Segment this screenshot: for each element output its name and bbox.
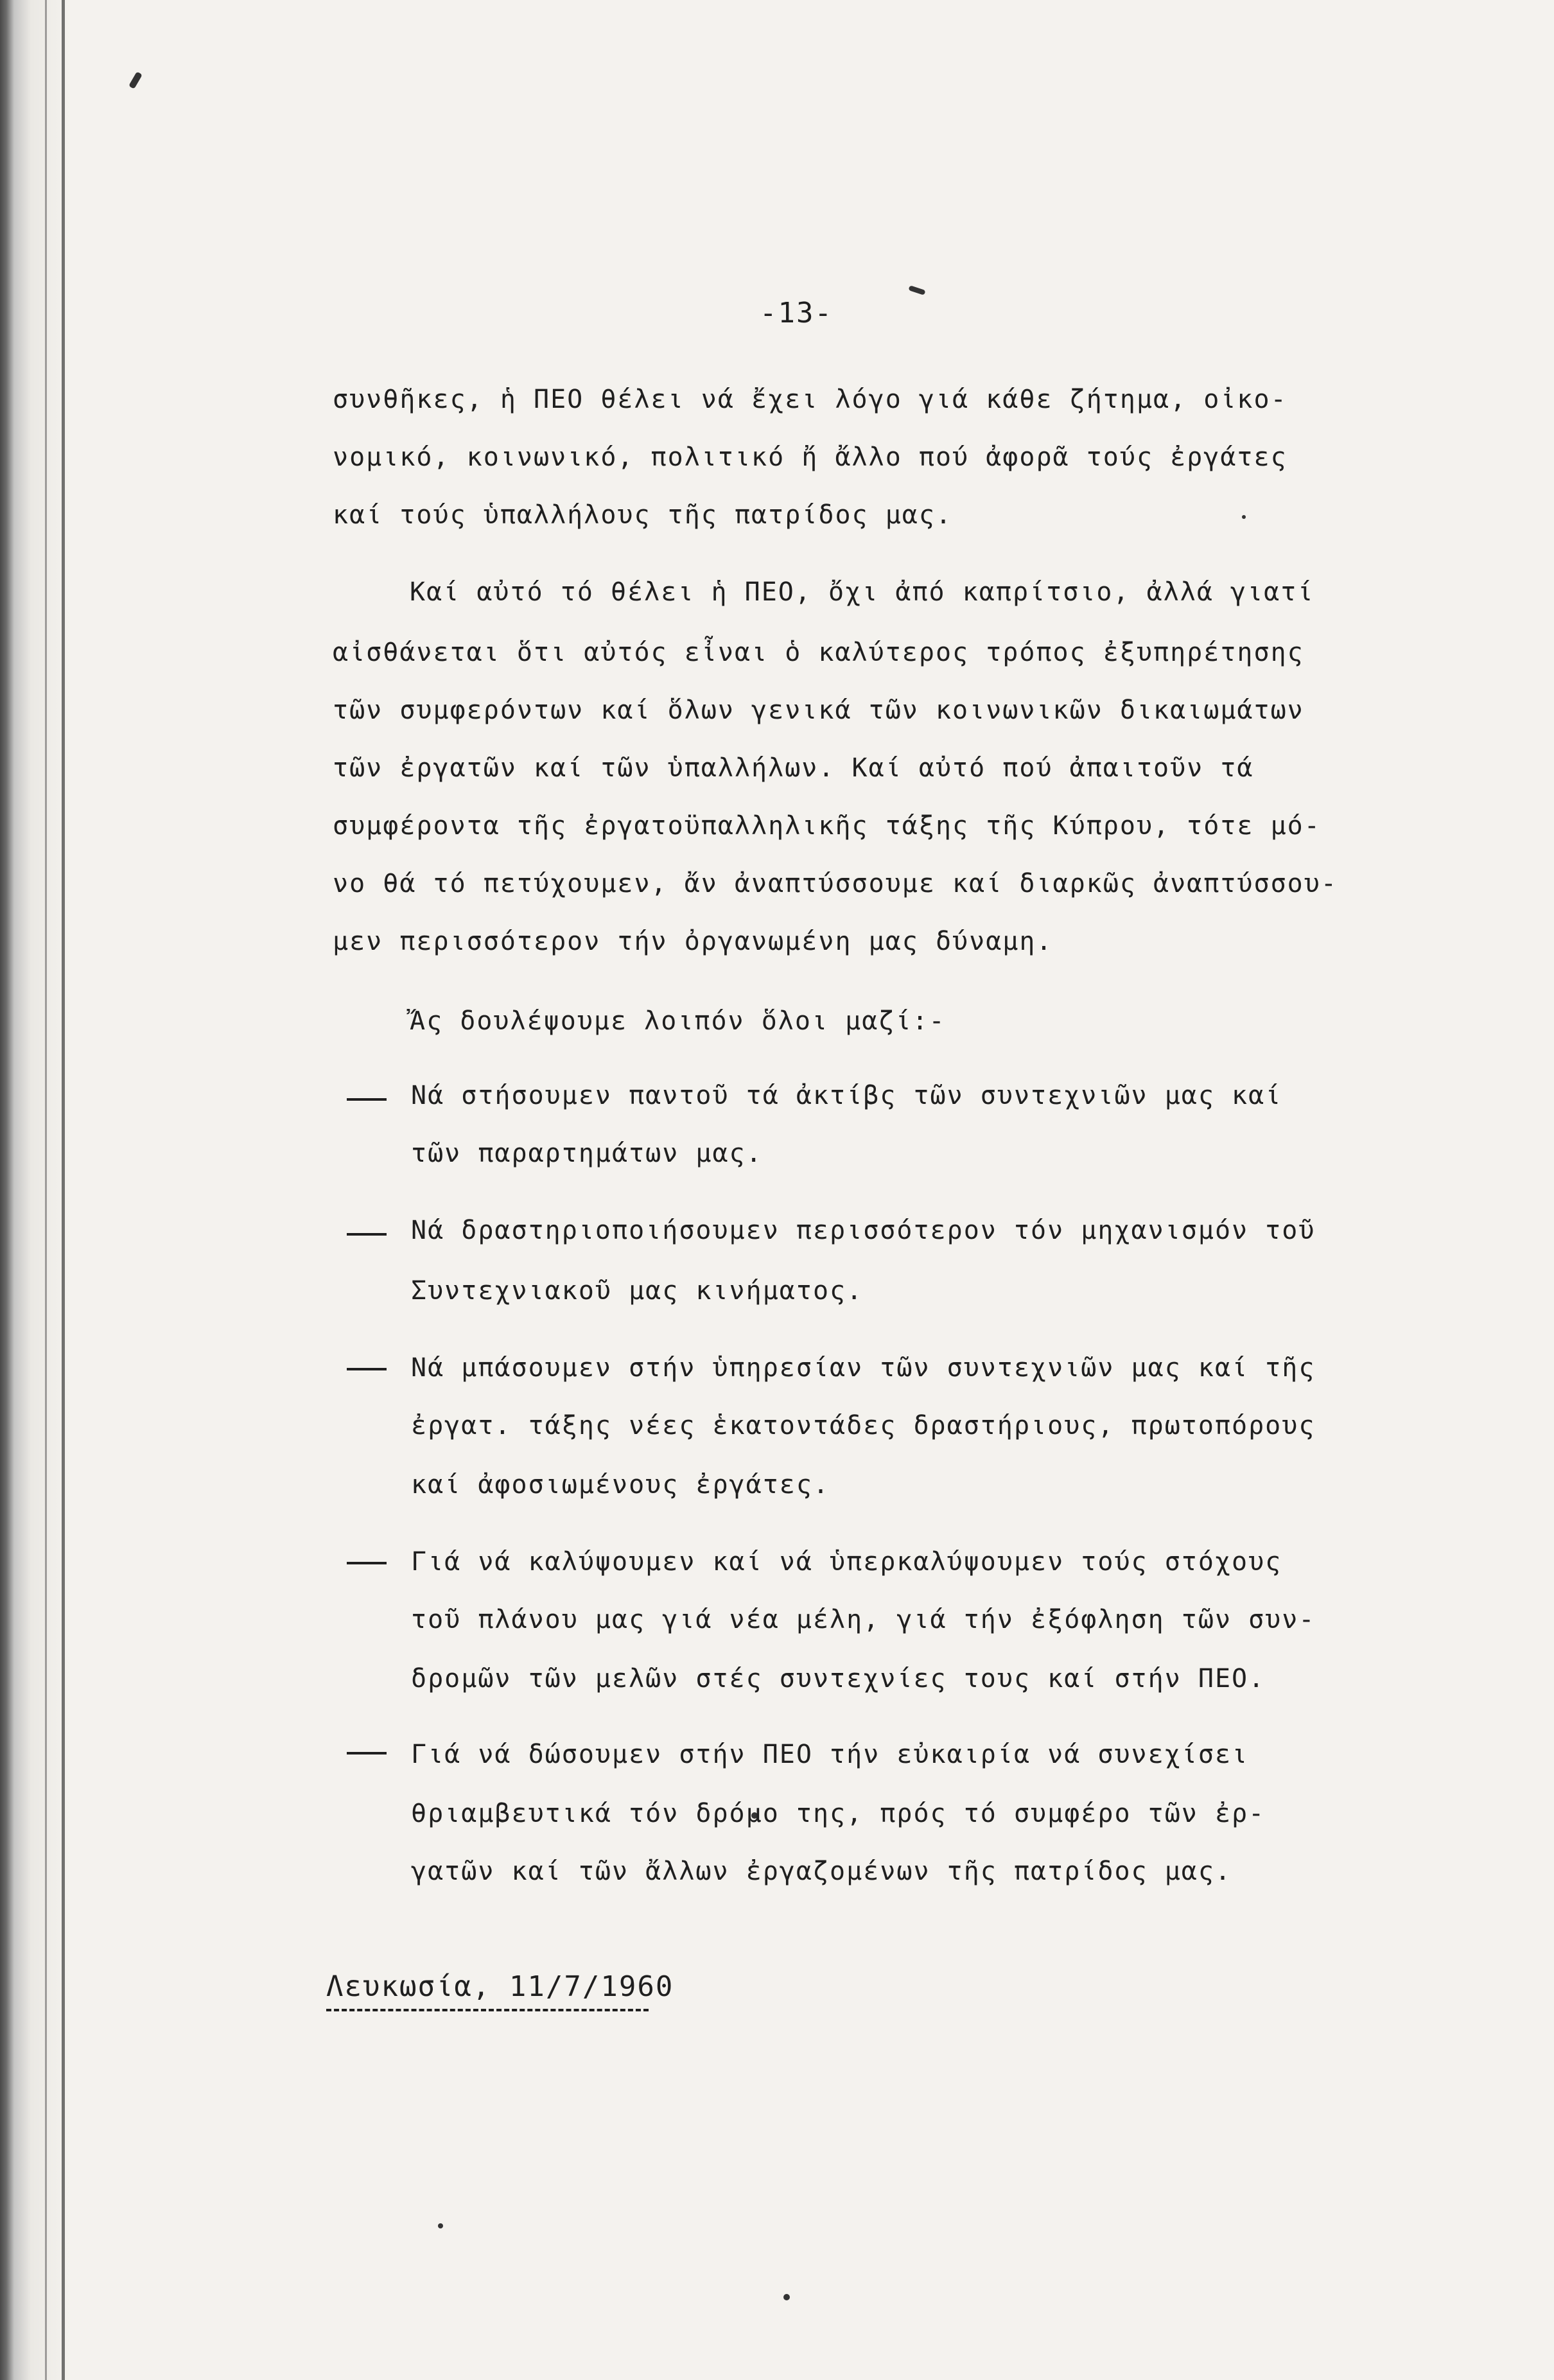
place-date-signoff: Λευκωσία, 11/7/1960 (326, 1970, 674, 2003)
dash-bullet-icon (347, 1098, 387, 1101)
bullet-line: Συντεχνιακοῦ μας κινήματος. (411, 1276, 864, 1306)
bullet-line: Νά δραστηριοποιήσουμεν περισσότερον τόν μηχανισμόν τοῦ (411, 1216, 1316, 1245)
scan-binding-edge (0, 0, 71, 2380)
bullet-line: δρομῶν τῶν μελῶν στές συντεχνίες τους καί στήν ΠΕΟ. (411, 1664, 1266, 1693)
bullet-line: Γιά νά δώσουμεν στήν ΠΕΟ τήν εὐκαιρία νά συνεχίσει (411, 1740, 1249, 1769)
bullet-line: ἐργατ. τάξης νέες ἑκατοντάδες δραστήριους, πρωτοπόρους (411, 1411, 1316, 1440)
call-to-action: Ἄς δουλέψουμε λοιπόν ὅλοι μαζί:- (410, 1006, 946, 1036)
bullet-line: τοῦ πλάνου μας γιά νέα μέλη, γιά τήν ἐξόφληση τῶν συν- (411, 1605, 1316, 1634)
bullet-line: γατῶν καί τῶν ἄλλων ἐργαζομένων τῆς πατρίδος μας. (411, 1857, 1232, 1886)
text-line: τῶν ἐργατῶν καί τῶν ὑπαλλήλων. Καί αὐτό πού ἀπαιτοῦν τά (333, 753, 1254, 783)
text-line: συμφέροντα τῆς ἐργατοϋπαλληλικῆς τάξης τῆς Κύπρου, τότε μό- (333, 811, 1321, 841)
scan-binding-line-secondary (45, 0, 47, 2380)
bullet-line: καί ἀφοσιωμένους ἐργάτες. (411, 1470, 830, 1500)
dash-bullet-icon (347, 1233, 387, 1236)
scan-speck (908, 285, 925, 295)
text-line: νομικό, κοινωνικό, πολιτικό ἤ ἄλλο πού ἀφορᾶ τούς ἐργάτες (333, 442, 1288, 472)
text-line: αἰσθάνεται ὅτι αὐτός εἶναι ὁ καλύτερος τρόπος ἐξυπηρέτησης (333, 638, 1304, 667)
text-line: καί τούς ὑπαλλήλους τῆς πατρίδος μας. (333, 500, 953, 530)
text-line: νο θά τό πετύχουμεν, ἄν ἀναπτύσσουμε καί διαρκῶς ἀναπτύσσου- (333, 869, 1338, 898)
bullet-line: θριαμβευτικά τόν δρόμο της, πρός τό συμφέρο τῶν ἐρ- (411, 1799, 1266, 1828)
text-line: συνθῆκες, ἡ ΠΕΟ θέλει νά ἔχει λόγο γιά κάθε ζήτημα, οἰκο- (333, 385, 1288, 414)
bullet-line: τῶν παραρτημάτων μας. (411, 1139, 763, 1168)
scan-speck (1242, 515, 1246, 519)
bullet-line: Νά στήσουμεν παντοῦ τά ἀκτίβς τῶν συντεχνιῶν μας καί (411, 1081, 1282, 1110)
dash-bullet-icon (347, 1368, 387, 1370)
dash-bullet-icon (347, 1562, 387, 1564)
text-line: Καί αὐτό τό θέλει ἡ ΠΕΟ, ὄχι ἀπό καπρίτσιο, ἀλλά γιατί (410, 577, 1314, 607)
signoff-underline (326, 2009, 649, 2011)
bullet-line: Νά μπάσουμεν στήν ὑπηρεσίαν τῶν συντεχνιῶν μας καί τῆς (411, 1353, 1316, 1383)
scan-speck (783, 2294, 790, 2300)
text-line: μεν περισσότερον τήν ὀργανωμένη μας δύναμη. (333, 927, 1053, 956)
dash-bullet-icon (347, 1752, 387, 1754)
scan-binding-line (62, 0, 65, 2380)
scan-speck (128, 71, 143, 89)
page-number: -13- (760, 297, 833, 329)
scan-speck (438, 2223, 443, 2228)
bullet-line: Γιά νά καλύψουμεν καί νά ὑπερκαλύψουμεν τούς στόχους (411, 1547, 1282, 1577)
text-line: τῶν συμφερόντων καί ὅλων γενικά τῶν κοινωνικῶν δικαιωμάτων (333, 696, 1304, 725)
